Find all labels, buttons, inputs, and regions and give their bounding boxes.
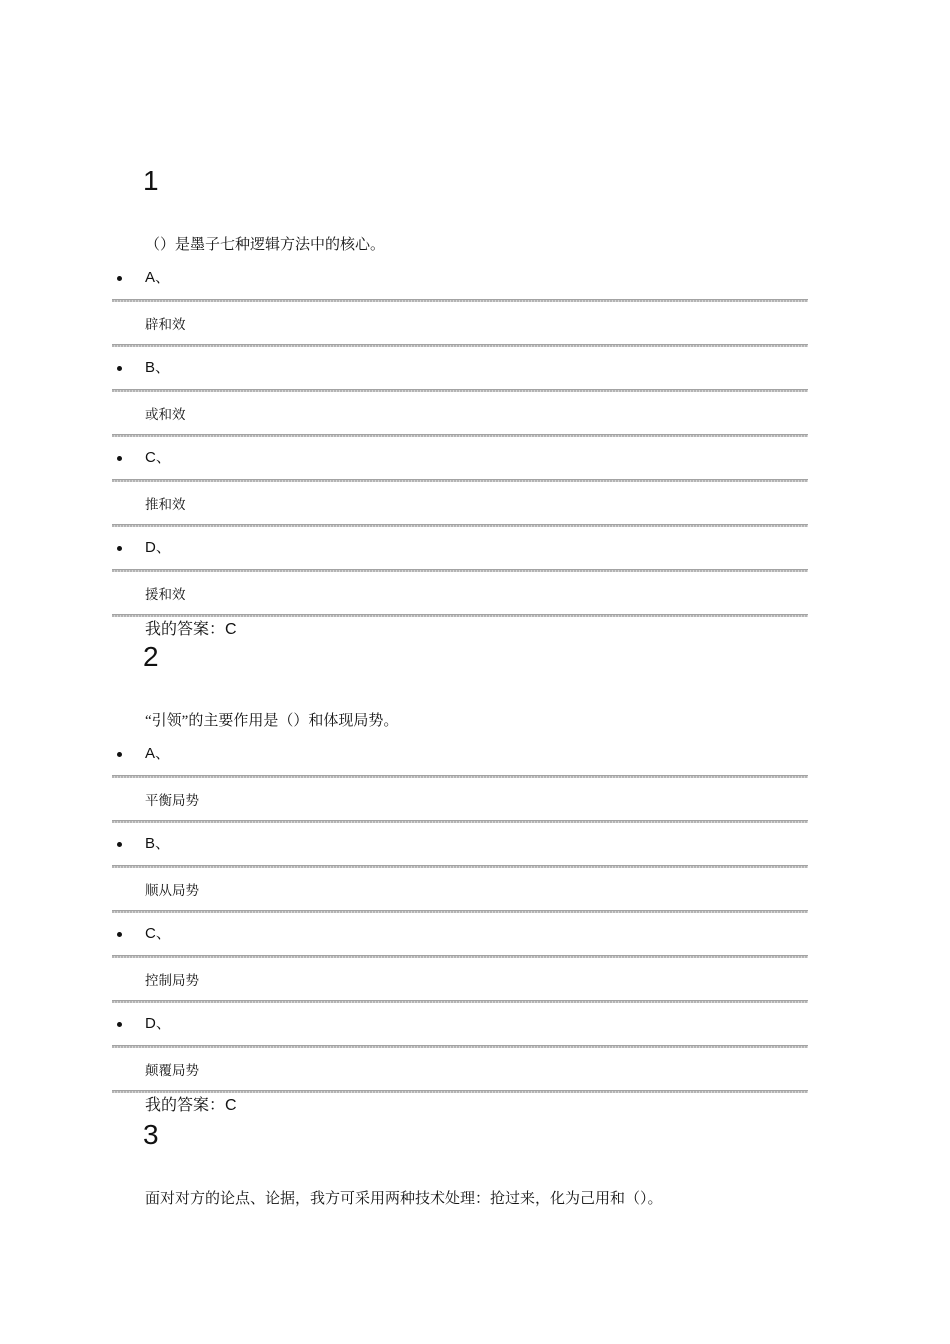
option-letter: A、 (145, 269, 171, 286)
divider (112, 1045, 808, 1048)
bullet-icon (117, 1022, 122, 1027)
option-text: 颠覆局势 (145, 1063, 199, 1078)
option-d (0, 538, 950, 628)
divider (112, 865, 808, 868)
divider (112, 1090, 808, 1093)
answer-label: 我的答案： (145, 1097, 226, 1114)
question-number: 2 (143, 641, 159, 672)
option-c (0, 448, 950, 538)
divider (112, 955, 808, 958)
option-text: 平衡局势 (145, 793, 199, 808)
divider (112, 389, 808, 392)
divider (112, 299, 808, 302)
option-text: 顺从局势 (145, 883, 199, 898)
bullet-icon (117, 842, 122, 847)
divider (112, 569, 808, 572)
option-b (0, 834, 950, 924)
option-a (0, 744, 950, 834)
option-text: 辟和效 (145, 317, 186, 332)
option-letter: B、 (145, 835, 171, 852)
bullet-icon (117, 932, 122, 937)
question-text: “引领”的主要作用是（）和体现局势。 (145, 713, 399, 729)
question-text: 面对对方的论点、论据，我方可采用两种技术处理：抢过来，化为己用和（）。 (145, 1191, 663, 1207)
option-c (0, 924, 950, 1014)
divider (112, 344, 808, 347)
divider (112, 1000, 808, 1003)
question-number: 3 (143, 1119, 159, 1150)
my-answer (145, 1096, 237, 1116)
bullet-icon (117, 456, 122, 461)
bullet-icon (117, 546, 122, 551)
option-letter: C、 (145, 449, 171, 466)
option-text: 援和效 (145, 587, 186, 602)
bullet-icon (117, 752, 122, 757)
option-text: 控制局势 (145, 973, 199, 988)
answer-label: 我的答案： (145, 621, 226, 638)
divider (112, 479, 808, 482)
answer-value: C (225, 621, 237, 638)
option-letter: A、 (145, 745, 171, 762)
question-text: （）是墨子七种逻辑方法中的核心。 (145, 237, 386, 253)
option-text: 或和效 (145, 407, 186, 422)
bullet-icon (117, 366, 122, 371)
divider (112, 775, 808, 778)
option-b (0, 358, 950, 448)
option-text: 推和效 (145, 497, 186, 512)
divider (112, 614, 808, 617)
my-answer (145, 620, 237, 640)
divider (112, 524, 808, 527)
option-d (0, 1014, 950, 1104)
option-letter: B、 (145, 359, 171, 376)
option-letter: D、 (145, 539, 171, 556)
divider (112, 434, 808, 437)
option-a (0, 268, 950, 358)
divider (112, 910, 808, 913)
question-number: 1 (143, 165, 159, 196)
answer-value: C (225, 1097, 237, 1114)
option-letter: D、 (145, 1015, 171, 1032)
option-letter: C、 (145, 925, 171, 942)
divider (112, 820, 808, 823)
bullet-icon (117, 276, 122, 281)
